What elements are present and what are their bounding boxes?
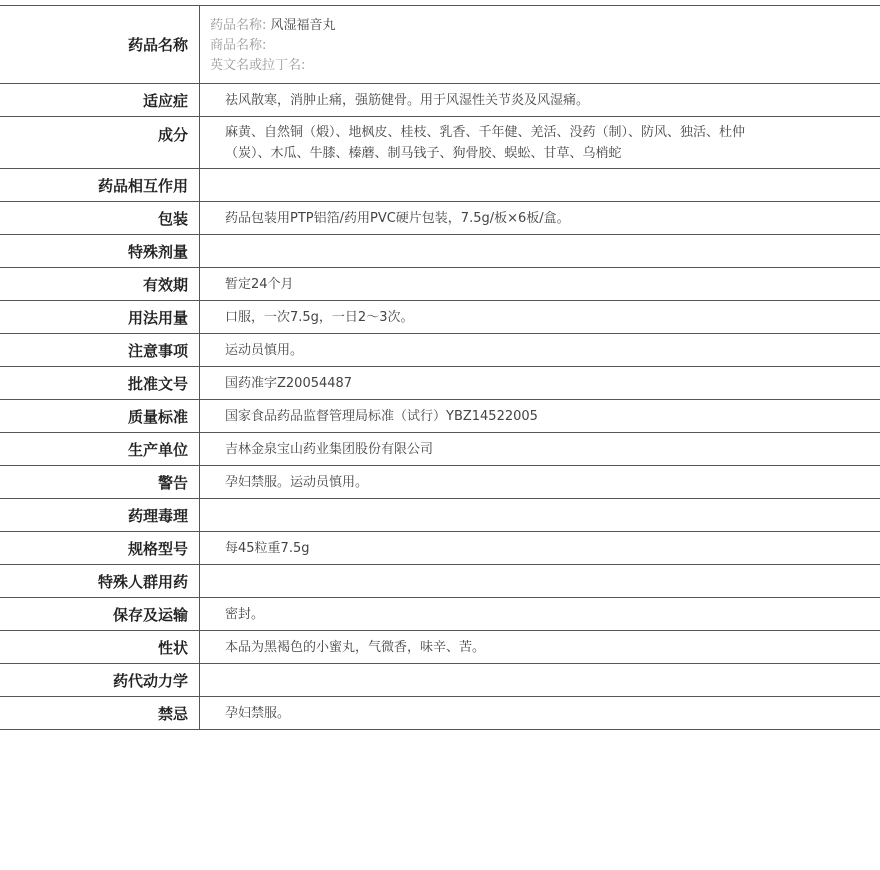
row-ingredients	[0, 117, 880, 169]
row-value: 密封。	[225, 606, 265, 622]
row-label: 用法用量	[0, 301, 200, 333]
drug-info-table	[0, 5, 880, 730]
row-label: 性状	[0, 631, 200, 663]
row-label: 质量标准	[0, 400, 200, 432]
row-label: 有效期	[0, 268, 200, 300]
row-approval-number	[0, 367, 880, 400]
row-value: 药品包装用PTP铝箔/药用PVC硬片包装，7.5g/板×6板/盒。	[225, 210, 570, 226]
row-label: 适应症	[0, 84, 200, 116]
row-label: 药代动力学	[0, 664, 200, 696]
row-label: 规格型号	[0, 532, 200, 564]
row-label: 药品名称	[0, 6, 200, 83]
row-description	[0, 631, 880, 664]
row-label: 警告	[0, 466, 200, 498]
row-special-populations	[0, 565, 880, 598]
row-value: 祛风散寒，消肿止痛，强筋健骨。用于风湿性关节炎及风湿痛。	[225, 92, 590, 108]
row-packaging	[0, 202, 880, 235]
row-value: 吉林金泉宝山药业集团股份有限公司	[225, 441, 434, 457]
row-label: 禁忌	[0, 697, 200, 729]
row-value: 国家食品药品监督管理局标准（试行）YBZ14522005	[225, 408, 538, 424]
row-value: 孕妇禁服。	[225, 705, 291, 721]
row-value: 国药准字Z20054487	[225, 375, 353, 391]
row-value: 本品为黑褐色的小蜜丸，气微香，味辛、苦。	[225, 639, 486, 655]
generic-name-value: 风湿福音丸	[270, 18, 336, 33]
row-label: 生产单位	[0, 433, 200, 465]
row-drug-interactions	[0, 169, 880, 202]
row-storage	[0, 598, 880, 631]
row-value	[200, 169, 880, 201]
row-label: 批准文号	[0, 367, 200, 399]
generic-name-label: 药品名称:	[210, 18, 267, 33]
row-label: 药品相互作用	[0, 169, 200, 201]
row-label: 包装	[0, 202, 200, 234]
row-value: 暂定24个月	[225, 276, 294, 292]
row-precautions	[0, 334, 880, 367]
row-label: 药理毒理	[0, 499, 200, 531]
row-shelf-life	[0, 268, 880, 301]
trade-name-line	[210, 36, 266, 56]
generic-name-line	[210, 16, 336, 36]
row-quality-standard	[0, 400, 880, 433]
row-value	[200, 664, 880, 696]
row-drug-name	[0, 6, 880, 84]
latin-name-line	[210, 56, 305, 76]
row-specification	[0, 532, 880, 565]
row-manufacturer	[0, 433, 880, 466]
row-label: 保存及运输	[0, 598, 200, 630]
row-value: 口服，一次7.5g，一日2～3次。	[225, 309, 414, 325]
row-value	[200, 565, 880, 597]
row-special-dosage	[0, 235, 880, 268]
row-dosage	[0, 301, 880, 334]
row-indications	[0, 84, 880, 117]
drug-name-values	[200, 6, 880, 83]
row-value: 孕妇禁服。运动员慎用。	[225, 474, 369, 490]
row-pharmacokinetics	[0, 664, 880, 697]
row-label: 特殊人群用药	[0, 565, 200, 597]
trade-name-label: 商品名称:	[210, 38, 267, 53]
row-value: 运动员慎用。	[225, 342, 304, 358]
row-label: 特殊剂量	[0, 235, 200, 267]
row-contraindications	[0, 697, 880, 730]
row-value: 每45粒重7.5g	[225, 540, 310, 556]
ingredients-text: 麻黄、自然铜（煅）、地枫皮、桂枝、乳香、千年健、羌活、没药（制）、防风、独活、杜仲（炭）、木瓜、牛膝、榛蘑、制马钱子、狗骨胶、蜈蚣、甘草、乌梢蛇	[225, 125, 746, 161]
row-pharmacology	[0, 499, 880, 532]
row-label: 注意事项	[0, 334, 200, 366]
row-warning	[0, 466, 880, 499]
row-label: 成分	[0, 117, 200, 168]
row-value	[200, 117, 880, 168]
row-value	[200, 235, 880, 267]
row-value	[200, 499, 880, 531]
latin-name-label: 英文名或拉丁名:	[210, 58, 306, 73]
